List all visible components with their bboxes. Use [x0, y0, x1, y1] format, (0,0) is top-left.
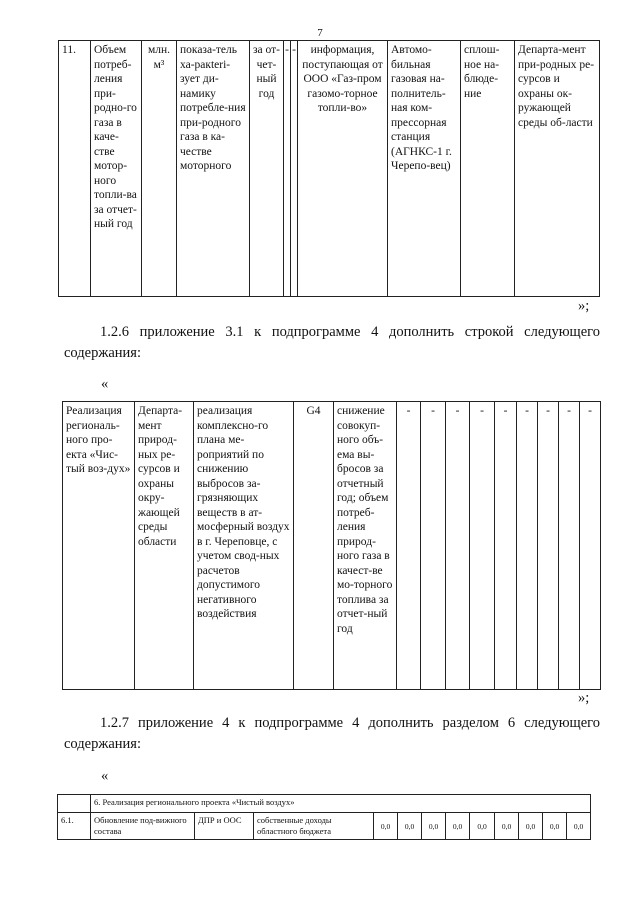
responsible: Департа-мент при-родных ре-сурсов и охраны ок-ружающей среды об-ласти — [515, 41, 600, 297]
project-table-row — [62, 401, 601, 690]
opening-quote-2: « — [101, 768, 109, 784]
page-number: 7 — [317, 27, 323, 39]
section-title: 6. Реализация регионального проекта «Чистый воздух» — [91, 795, 591, 813]
section-6-table — [57, 794, 591, 840]
indicator-name: Объем потреб-ления при-родно-го газа в каче-стве мотор-ного топли-ва за отчет-ный год — [91, 41, 142, 297]
dash-cell: - — [580, 402, 601, 690]
indicator-table-row-11 — [58, 40, 600, 297]
empty-cell — [58, 795, 91, 813]
executor: ДПР и ООС — [195, 813, 254, 840]
dash-cell: - — [538, 402, 559, 690]
row-number: 11. — [59, 41, 91, 297]
value-cell: 0,0 — [446, 813, 470, 840]
dash-cell: - — [495, 402, 517, 690]
value-cell: 0,0 — [519, 813, 543, 840]
value-cell: 0,0 — [567, 813, 591, 840]
event-name: Обновление под-вижного состава — [91, 813, 195, 840]
row-number: 6.1. — [58, 813, 91, 840]
value-cell: 0,0 — [374, 813, 398, 840]
executor: Департа-мент природ-ных ре-сурсов и охраны окру-жающей среды области — [135, 402, 194, 690]
value-cell: 0,0 — [422, 813, 446, 840]
observation-object: Автомо-бильная газовая на-полнитель-ная ком-прессорная станция (АГНКС-1 г. Черепо-вец) — [388, 41, 461, 297]
definition: показа-тель ха-ракteri-зует ди-намику потребле-ния при-родного газа в ка-честве моторного — [177, 41, 250, 297]
value-cell: 0,0 — [543, 813, 567, 840]
dash-cell: - — [421, 402, 446, 690]
closing-quote-1: »; — [578, 298, 590, 314]
funding-source: собственные доходы областного бюджета — [254, 813, 374, 840]
value-cell: 0,0 — [398, 813, 422, 840]
project-name: Реализация региональ-ного про-екта «Чис-тый воз-дух» — [63, 402, 135, 690]
dash-cell: - — [446, 402, 470, 690]
dash-cell: - — [291, 41, 298, 297]
period: за от-чет-ный год — [250, 41, 284, 297]
dash-cell: - — [397, 402, 421, 690]
closing-quote-2: »; — [578, 690, 590, 706]
data-source: информация, поступающая от ООО «Газ-пром газомо-торное топли-во» — [298, 41, 388, 297]
dash-cell: - — [559, 402, 580, 690]
value-cell: 0,0 — [495, 813, 519, 840]
value-cell: 0,0 — [470, 813, 495, 840]
dash-cell: - — [470, 402, 495, 690]
dash-cell: - — [284, 41, 291, 297]
expected-result: снижение совокуп-ного объ-ема вы-бросов за отчетный год; объем потреб-ления природ-ного газа в качест-ве мо-торного топлива за отчет-ный год — [334, 402, 397, 690]
paragraph-1-2-7: 1.2.7 приложение 4 к подпрограмме 4 дополнить разделом 6 следующего содержания: — [64, 715, 600, 752]
unit: млн. м³ — [142, 41, 177, 297]
code: G4 — [294, 402, 334, 690]
dash-cell: - — [517, 402, 538, 690]
paragraph-1-2-6: 1.2.6 приложение 3.1 к подпрограмме 4 дополнить строкой следующего содержания: — [64, 324, 600, 361]
event-description: реализация комплексно-го плана ме-роприятий по снижению выбросов за-грязняющих веществ в ат-мосферный воздух в г. Череповце, с учетом свод-ных расчетов допустимого негативного воздействия — [194, 402, 294, 690]
opening-quote-1: « — [101, 376, 109, 392]
observation-method: сплош-ное на-блюде-ние — [461, 41, 515, 297]
